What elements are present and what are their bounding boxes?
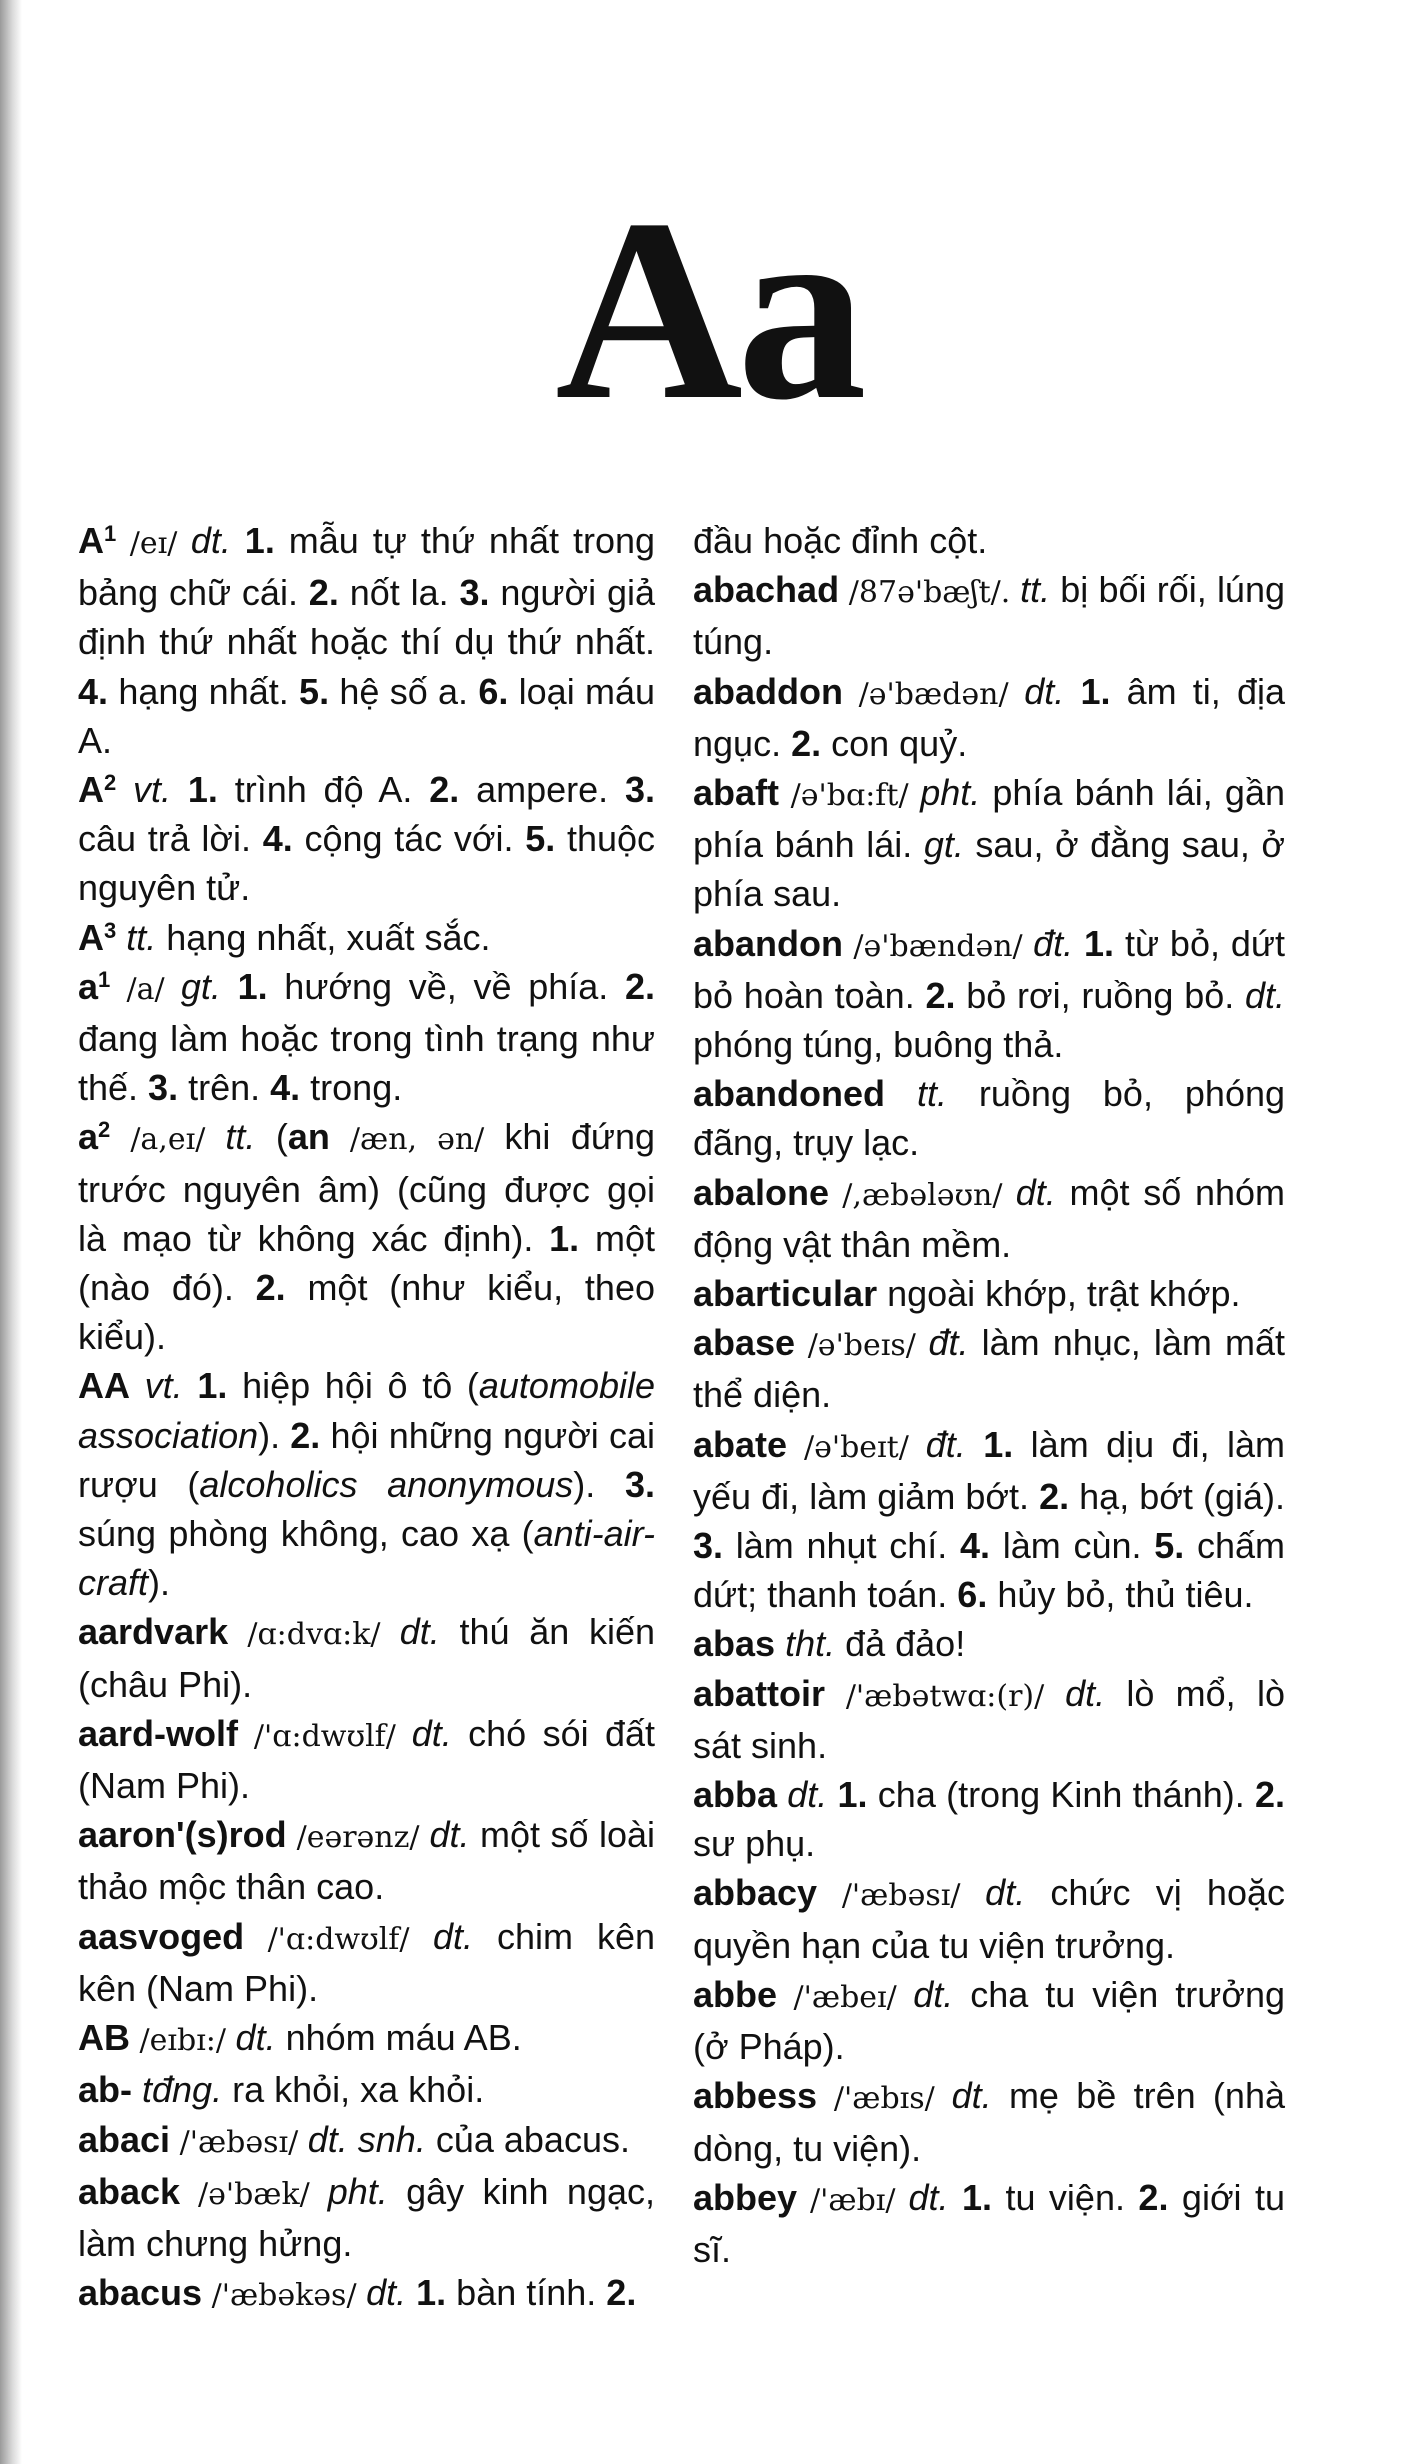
entry-abaft: abaft /ə'bɑ:ft/ pht. phía bánh lái, gần phía bánh lái. gt. sau, ở đằng sau, ở phía sau.: [693, 772, 1285, 915]
letter-heading: Aa: [555, 166, 861, 454]
entry-abas: abas tht. đả đảo!: [693, 1623, 966, 1665]
entry-aback: aback /ə'bæk/ pht. gây kinh ngạc, làm chưng hửng.: [78, 2170, 655, 2264]
entry-AB: AB /eɪbɪ:/ dt. nhóm máu AB.: [78, 2017, 522, 2059]
entry-abattoir: abattoir /'æbətwɑ:(r)/ dt. lò mổ, lò sát sinh.: [693, 1672, 1285, 1766]
entry-abacus: abacus /'æbəkəs/ dt. 1. bàn tính. 2.: [78, 2272, 637, 2314]
entry-abase: abase /ə'beɪs/ đt. làm nhục, làm mất thể diện.: [693, 1322, 1285, 1416]
entry-abbess: abbess /'æbɪs/ dt. mẹ bề trên (nhà dòng, tu viện).: [693, 2075, 1285, 2169]
entry-abbe: abbe /'æbeɪ/ dt. cha tu viện trưởng (ở Pháp).: [693, 1973, 1285, 2068]
right-column: [693, 516, 1285, 2274]
entry-abate: abate /ə'beɪt/ đt. 1. làm dịu đi, làm yếu đi, làm giảm bớt. 2. hạ, bớt (giá). 3. làm nhụt chí. 4. làm cùn. 5. chấm dứt; thanh toán. 6. hủy bỏ, thủ tiêu.: [693, 1423, 1285, 1616]
entry-abandoned: abandoned tt. ruồng bỏ, phóng đãng, trụy lạc.: [693, 1073, 1286, 1164]
entry-aard-wolf: aard-wolf /'ɑ:dwʊlf/ dt. chó sói đất (Nam Phi).: [78, 1712, 655, 1807]
entry-abbey: abbey /'æbɪ/ dt. 1. tu viện. 2. giới tu sĩ.: [693, 2176, 1286, 2270]
entry-abba: abba dt. 1. cha (trong Kinh thánh). 2. sư phụ.: [693, 1774, 1285, 1865]
entry-abachad: abachad /87ə'bæʃt/. tt. bị bối rối, lúng túng.: [693, 569, 1285, 663]
entry-A3: $A^3$ tt. hạng nhất, xuất sắc.: [78, 916, 491, 958]
entry-ab-prefix: ab- tđng. ra khỏi, xa khỏi.: [78, 2069, 485, 2111]
entry-abalone: abalone /,æbələʊn/ dt. một số nhóm động vật thân mềm.: [693, 1171, 1285, 1265]
entry-abacus-continued: đầu hoặc đỉnh cột.: [693, 520, 988, 561]
entry-a1: $a^1$ /a/ gt. 1. hướng về, về phía. 2. đang làm hoặc trong tình trạng như thế. 3. trên. 4. trong.: [78, 965, 655, 1109]
entry-a2: $a^2$ /a,eɪ/ tt. (an /æn, ən/ khi đứng trước nguyên âm) (cũng được gọi là mạo từ không xác định). 1. một (nào đó). 2. một (như kiểu, theo kiểu).: [78, 1116, 656, 1358]
entry-abaci: abaci /'æbəsɪ/ dt. snh. của abacus.: [78, 2118, 630, 2160]
entry-aardvark: aardvark /ɑ:dvɑ:k/ dt. thú ăn kiến (châu Phi).: [78, 1611, 655, 1705]
left-column: [78, 516, 655, 2320]
entry-abarticular: abarticular ngoài khớp, trật khớp.: [693, 1273, 1241, 1315]
entry-abaddon: abaddon /ə'bædən/ dt. 1. âm ti, địa ngục. 2. con quỷ.: [693, 670, 1285, 764]
entry-aasvoged: aasvoged /'ɑ:dwʊlf/ dt. chim kên kên (Nam Phi).: [78, 1915, 655, 2009]
entry-aarons-rod: aaron'(s)rod /eərənz/ dt. một số loài thảo mộc thân cao.: [78, 1814, 655, 1908]
entry-abbacy: abbacy /'æbəsɪ/ dt. chức vị hoặc quyền hạn của tu viện trưởng.: [693, 1872, 1285, 1966]
entry-A1: $A^1$ /eɪ/ dt. 1. mẫu tự thứ nhất trong bảng chữ cái. 2. nốt la. 3. người giả định thứ nhất hoặc thí dụ thứ nhất. 4. hạng nhất. 5. hệ số a. 6. loại máu A.: [78, 520, 656, 761]
entry-abandon: abandon /ə'bændən/ đt. 1. từ bỏ, dứt bỏ hoàn toàn. 2. bỏ rơi, ruồng bỏ. dt. phóng túng, buông thả.: [693, 922, 1286, 1066]
entry-A2: $A^2$ vt. 1. trình độ A. 2. ampere. 3. câu trả lời. 4. cộng tác với. 5. thuộc nguyên tử.: [78, 769, 656, 909]
entry-AA: AA vt. 1. hiệp hội ô tô (automobile association). 2. hội những người cai rượu (alcoholics anonymous). 3. súng phòng không, cao xạ (anti-air-craft).: [78, 1365, 656, 1604]
